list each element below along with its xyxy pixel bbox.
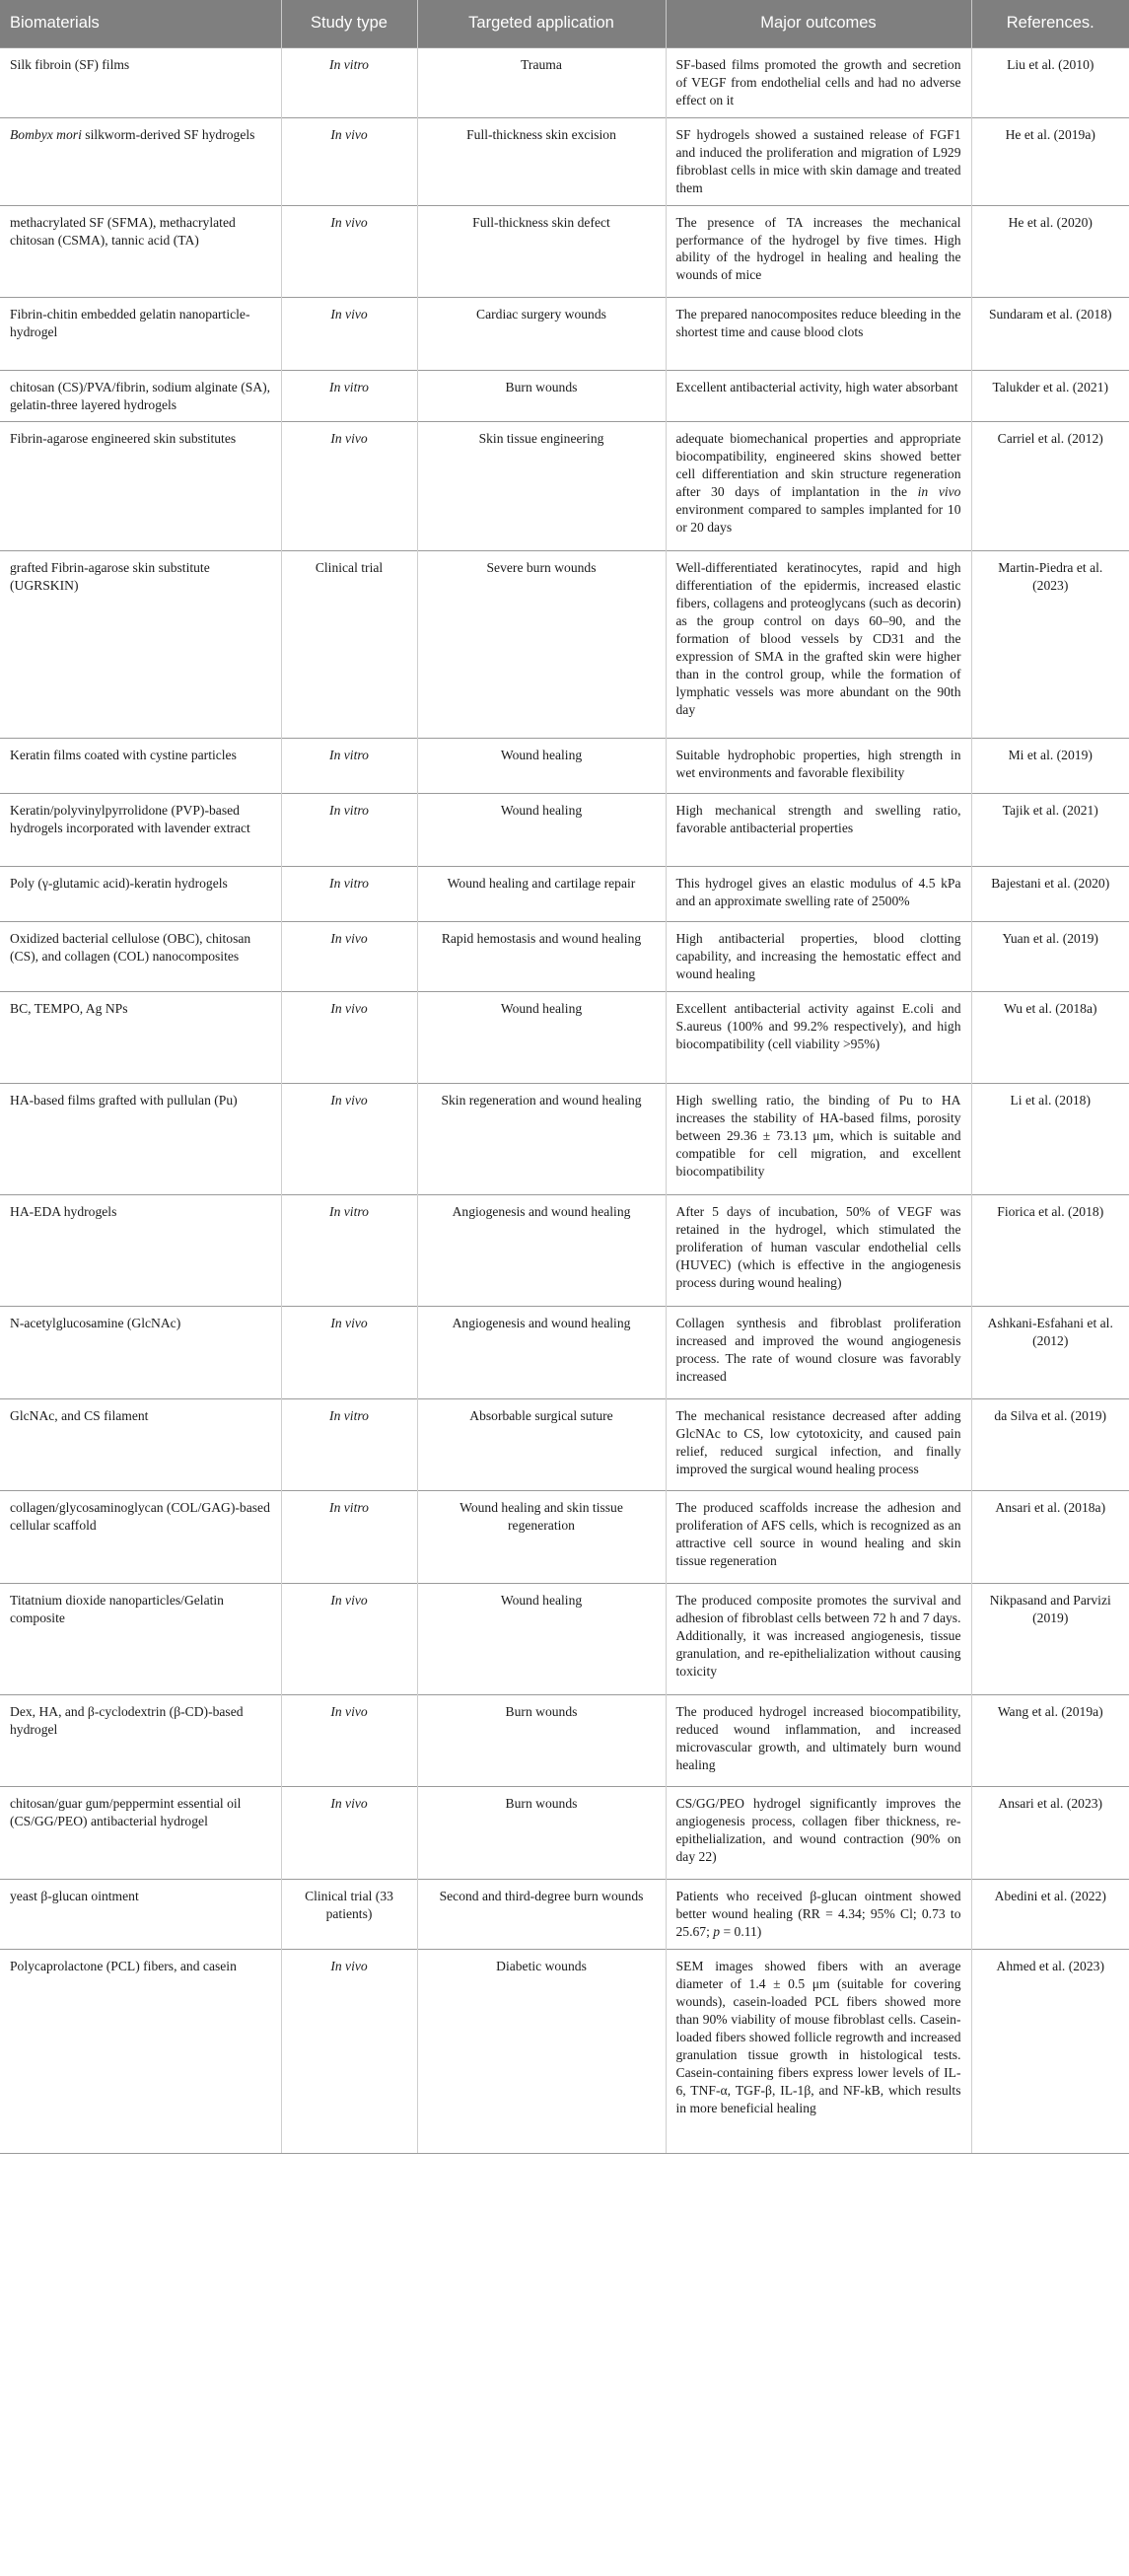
cell-application: Trauma <box>417 48 666 118</box>
cell-study-type: In vitro <box>281 48 417 118</box>
cell-outcomes: SF-based films promoted the growth and secretion of VEGF from endothelial cells and had no adverse effect on it <box>666 48 971 118</box>
cell-outcomes: adequate biomechanical properties and appropriate biocompatibility, engineered skins showed better cell differentiation and skin structure regeneration after 30 days of implantation in the in vivo environment compared to samples implanted for 10 or 20 days <box>666 422 971 551</box>
cell-reference: Talukder et al. (2021) <box>971 370 1129 422</box>
cell-reference: He et al. (2020) <box>971 205 1129 297</box>
cell-reference: Li et al. (2018) <box>971 1084 1129 1195</box>
cell-application: Wound healing <box>417 794 666 867</box>
cell-biomaterial: Dex, HA, and β-cyclodextrin (β-CD)-based hydrogel <box>0 1695 281 1787</box>
header-row <box>0 0 1129 48</box>
cell-reference: Martin-Piedra et al. (2023) <box>971 551 1129 739</box>
cell-biomaterial: Fibrin-chitin embedded gelatin nanoparticle- hydrogel <box>0 297 281 370</box>
cell-application: Full-thickness skin excision <box>417 117 666 205</box>
cell-study-type: In vitro <box>281 1195 417 1307</box>
table-row <box>0 48 1129 118</box>
cell-outcomes: Excellent antibacterial activity, high water absorbant <box>666 370 971 422</box>
header-targeted-application: Targeted application <box>417 0 666 48</box>
cell-outcomes: SEM images showed fibers with an average diameter of 1.4 ± 0.5 μm (suitable for covering wounds), casein-loaded PCL fibers showed more than 90% viability of mouse fibroblast cells. Casein-loaded fibers showed follicle regrowth and increased granulation tissue growth in histological tests. Casein-containing fibers express lower levels of IL-6, TNF-α, TGF-β, IL-1β, and NF-kB, which results in more beneficial healing <box>666 1950 971 2154</box>
cell-application: Skin tissue engineering <box>417 422 666 551</box>
cell-study-type: In vivo <box>281 1584 417 1695</box>
cell-reference: Liu et al. (2010) <box>971 48 1129 118</box>
cell-application: Burn wounds <box>417 1787 666 1880</box>
table-row <box>0 1584 1129 1695</box>
cell-study-type: In vitro <box>281 794 417 867</box>
cell-outcomes: The produced hydrogel increased biocompatibility, reduced wound inflammation, and increased microvascular growth, and ultimately burn wound healing <box>666 1695 971 1787</box>
cell-reference: Ansari et al. (2018a) <box>971 1491 1129 1584</box>
table-header <box>0 0 1129 48</box>
cell-study-type: In vivo <box>281 1950 417 2154</box>
cell-application: Rapid hemostasis and wound healing <box>417 922 666 992</box>
cell-study-type: In vivo <box>281 1695 417 1787</box>
table-row <box>0 867 1129 922</box>
cell-biomaterial: Oxidized bacterial cellulose (OBC), chitosan (CS), and collagen (COL) nanocomposites <box>0 922 281 992</box>
cell-biomaterial: grafted Fibrin-agarose skin substitute (UGRSKIN) <box>0 551 281 739</box>
cell-outcomes: Patients who received β-glucan ointment showed better wound healing (RR = 4.34; 95% Cl; 0.73 to 25.67; p = 0.11) <box>666 1880 971 1950</box>
cell-biomaterial: Keratin/polyvinylpyrrolidone (PVP)-based hydrogels incorporated with lavender extract <box>0 794 281 867</box>
cell-study-type: In vitro <box>281 370 417 422</box>
cell-reference: Wu et al. (2018a) <box>971 992 1129 1084</box>
cell-biomaterial: Poly (γ-glutamic acid)-keratin hydrogels <box>0 867 281 922</box>
cell-outcomes: Suitable hydrophobic properties, high strength in wet environments and favorable flexibility <box>666 739 971 794</box>
cell-outcomes: The prepared nanocomposites reduce bleeding in the shortest time and cause blood clots <box>666 297 971 370</box>
cell-application: Full-thickness skin defect <box>417 205 666 297</box>
table-body <box>0 48 1129 2154</box>
cell-study-type: In vivo <box>281 922 417 992</box>
cell-reference: Ahmed et al. (2023) <box>971 1950 1129 2154</box>
cell-outcomes: High swelling ratio, the binding of Pu to HA increases the stability of HA-based films, porosity between 29.36 ± 73.13 μm, which is suitable and compatible for cell migration, and excellent biocompatibility <box>666 1084 971 1195</box>
cell-biomaterial: HA-based films grafted with pullulan (Pu) <box>0 1084 281 1195</box>
table-row <box>0 992 1129 1084</box>
cell-reference: Mi et al. (2019) <box>971 739 1129 794</box>
table-row <box>0 205 1129 297</box>
cell-application: Angiogenesis and wound healing <box>417 1307 666 1399</box>
header-references: References. <box>971 0 1129 48</box>
cell-study-type: In vitro <box>281 1491 417 1584</box>
cell-outcomes: The presence of TA increases the mechanical performance of the hydrogel by five times. High ability of the hydrogel in healing and healing the wounds of mice <box>666 205 971 297</box>
table-row <box>0 1695 1129 1787</box>
cell-application: Wound healing <box>417 1584 666 1695</box>
cell-outcomes: This hydrogel gives an elastic modulus of 4.5 kPa and an approximate swelling rate of 2500% <box>666 867 971 922</box>
cell-reference: Yuan et al. (2019) <box>971 922 1129 992</box>
cell-outcomes: Collagen synthesis and fibroblast proliferation increased and improved the wound angiogenesis process. The rate of wound closure was favorably increased <box>666 1307 971 1399</box>
cell-study-type: In vitro <box>281 867 417 922</box>
cell-application: Cardiac surgery wounds <box>417 297 666 370</box>
cell-biomaterial: yeast β-glucan ointment <box>0 1880 281 1950</box>
table-row <box>0 1084 1129 1195</box>
cell-biomaterial: Keratin films coated with cystine particles <box>0 739 281 794</box>
cell-outcomes: Excellent antibacterial activity against E.coli and S.aureus (100% and 99.2% respectively), and high biocompatibility (cell viability >95%) <box>666 992 971 1084</box>
cell-study-type: In vivo <box>281 297 417 370</box>
table-row <box>0 1307 1129 1399</box>
cell-biomaterial: N-acetylglucosamine (GlcNAc) <box>0 1307 281 1399</box>
cell-reference: da Silva et al. (2019) <box>971 1399 1129 1491</box>
cell-biomaterial: BC, TEMPO, Ag NPs <box>0 992 281 1084</box>
cell-outcomes: Well-differentiated keratinocytes, rapid and high differentiation of the epidermis, increased elastic fibers, collagens and proteoglycans (such as decorin) as the group control on days 60–90, and the formation of blood vessels by CD31 and the expression of SMA in the grafted skin were higher than in the control group, while the formation of lymphatic vessels was more abundant on the 90th day <box>666 551 971 739</box>
cell-reference: Wang et al. (2019a) <box>971 1695 1129 1787</box>
table-row <box>0 422 1129 551</box>
cell-outcomes: CS/GG/PEO hydrogel significantly improves the angiogenesis process, collagen fiber thickness, re-epithelialization, and wound contraction (90% on day 22) <box>666 1787 971 1880</box>
cell-reference: Ashkani-Esfahani et al. (2012) <box>971 1307 1129 1399</box>
cell-application: Angiogenesis and wound healing <box>417 1195 666 1307</box>
cell-biomaterial: Titatnium dioxide nanoparticles/Gelatin composite <box>0 1584 281 1695</box>
table-row <box>0 551 1129 739</box>
cell-outcomes: After 5 days of incubation, 50% of VEGF was retained in the hydrogel, which stimulated the proliferation of human vascular endothelial cells (HUVEC) (which is effective in the angiogenesis process during wound healing) <box>666 1195 971 1307</box>
table-row <box>0 1880 1129 1950</box>
table-row <box>0 739 1129 794</box>
cell-study-type: Clinical trial <box>281 551 417 739</box>
table-row <box>0 370 1129 422</box>
cell-study-type: In vivo <box>281 1787 417 1880</box>
cell-application: Skin regeneration and wound healing <box>417 1084 666 1195</box>
cell-reference: Fiorica et al. (2018) <box>971 1195 1129 1307</box>
cell-reference: He et al. (2019a) <box>971 117 1129 205</box>
cell-biomaterial: GlcNAc, and CS filament <box>0 1399 281 1491</box>
cell-study-type: In vivo <box>281 992 417 1084</box>
cell-application: Severe burn wounds <box>417 551 666 739</box>
cell-study-type: Clinical trial (33 patients) <box>281 1880 417 1950</box>
table-row <box>0 297 1129 370</box>
cell-biomaterial: chitosan (CS)/PVA/fibrin, sodium alginate (SA), gelatin-three layered hydrogels <box>0 370 281 422</box>
cell-study-type: In vivo <box>281 205 417 297</box>
table-row <box>0 1950 1129 2154</box>
cell-study-type: In vitro <box>281 1399 417 1491</box>
cell-reference: Tajik et al. (2021) <box>971 794 1129 867</box>
cell-outcomes: High mechanical strength and swelling ratio, favorable antibacterial properties <box>666 794 971 867</box>
cell-reference: Bajestani et al. (2020) <box>971 867 1129 922</box>
cell-biomaterial: chitosan/guar gum/peppermint essential oil (CS/GG/PEO) antibacterial hydrogel <box>0 1787 281 1880</box>
cell-application: Second and third-degree burn wounds <box>417 1880 666 1950</box>
cell-application: Wound healing <box>417 992 666 1084</box>
cell-reference: Sundaram et al. (2018) <box>971 297 1129 370</box>
table-row <box>0 1399 1129 1491</box>
table-row <box>0 1787 1129 1880</box>
table-row <box>0 922 1129 992</box>
cell-biomaterial: methacrylated SF (SFMA), methacrylated chitosan (CSMA), tannic acid (TA) <box>0 205 281 297</box>
cell-study-type: In vivo <box>281 117 417 205</box>
cell-study-type: In vitro <box>281 739 417 794</box>
table-row <box>0 794 1129 867</box>
cell-reference: Nikpasand and Parvizi (2019) <box>971 1584 1129 1695</box>
cell-reference: Abedini et al. (2022) <box>971 1880 1129 1950</box>
cell-biomaterial: Fibrin-agarose engineered skin substitutes <box>0 422 281 551</box>
cell-biomaterial: Bombyx mori silkworm-derived SF hydrogels <box>0 117 281 205</box>
cell-outcomes: SF hydrogels showed a sustained release of FGF1 and induced the proliferation and migration of L929 fibroblast cells in mice with skin damage and treated them <box>666 117 971 205</box>
header-study-type: Study type <box>281 0 417 48</box>
cell-application: Wound healing and cartilage repair <box>417 867 666 922</box>
cell-reference: Ansari et al. (2023) <box>971 1787 1129 1880</box>
cell-biomaterial: Polycaprolactone (PCL) fibers, and casein <box>0 1950 281 2154</box>
cell-biomaterial: collagen/glycosaminoglycan (COL/GAG)-based cellular scaffold <box>0 1491 281 1584</box>
cell-reference: Carriel et al. (2012) <box>971 422 1129 551</box>
cell-outcomes: The mechanical resistance decreased after adding GlcNAc to CS, low cytotoxicity, and caused pain relief, reduced surgical infection, and finally improved the surgical wound healing process <box>666 1399 971 1491</box>
cell-application: Burn wounds <box>417 1695 666 1787</box>
header-major-outcomes: Major outcomes <box>666 0 971 48</box>
header-biomaterials: Biomaterials <box>0 0 281 48</box>
cell-study-type: In vivo <box>281 422 417 551</box>
cell-outcomes: High antibacterial properties, blood clotting capability, and increasing the hemostatic effect and wound healing <box>666 922 971 992</box>
cell-biomaterial: HA-EDA hydrogels <box>0 1195 281 1307</box>
cell-application: Absorbable surgical suture <box>417 1399 666 1491</box>
cell-study-type: In vivo <box>281 1307 417 1399</box>
cell-outcomes: The produced composite promotes the survival and adhesion of fibroblast cells between 72 h and 7 days. Additionally, it was increased angiogenesis, tissue granulation, and re-epithelialization without causing toxicity <box>666 1584 971 1695</box>
table-row <box>0 1491 1129 1584</box>
cell-biomaterial: Silk fibroin (SF) films <box>0 48 281 118</box>
cell-study-type: In vivo <box>281 1084 417 1195</box>
cell-application: Wound healing <box>417 739 666 794</box>
cell-application: Diabetic wounds <box>417 1950 666 2154</box>
table-row <box>0 1195 1129 1307</box>
cell-application: Burn wounds <box>417 370 666 422</box>
cell-application: Wound healing and skin tissue regeneration <box>417 1491 666 1584</box>
cell-outcomes: The produced scaffolds increase the adhesion and proliferation of AFS cells, which is recognized as an attractive cell source in wound healing and skin tissue regeneration <box>666 1491 971 1584</box>
table-row <box>0 117 1129 205</box>
